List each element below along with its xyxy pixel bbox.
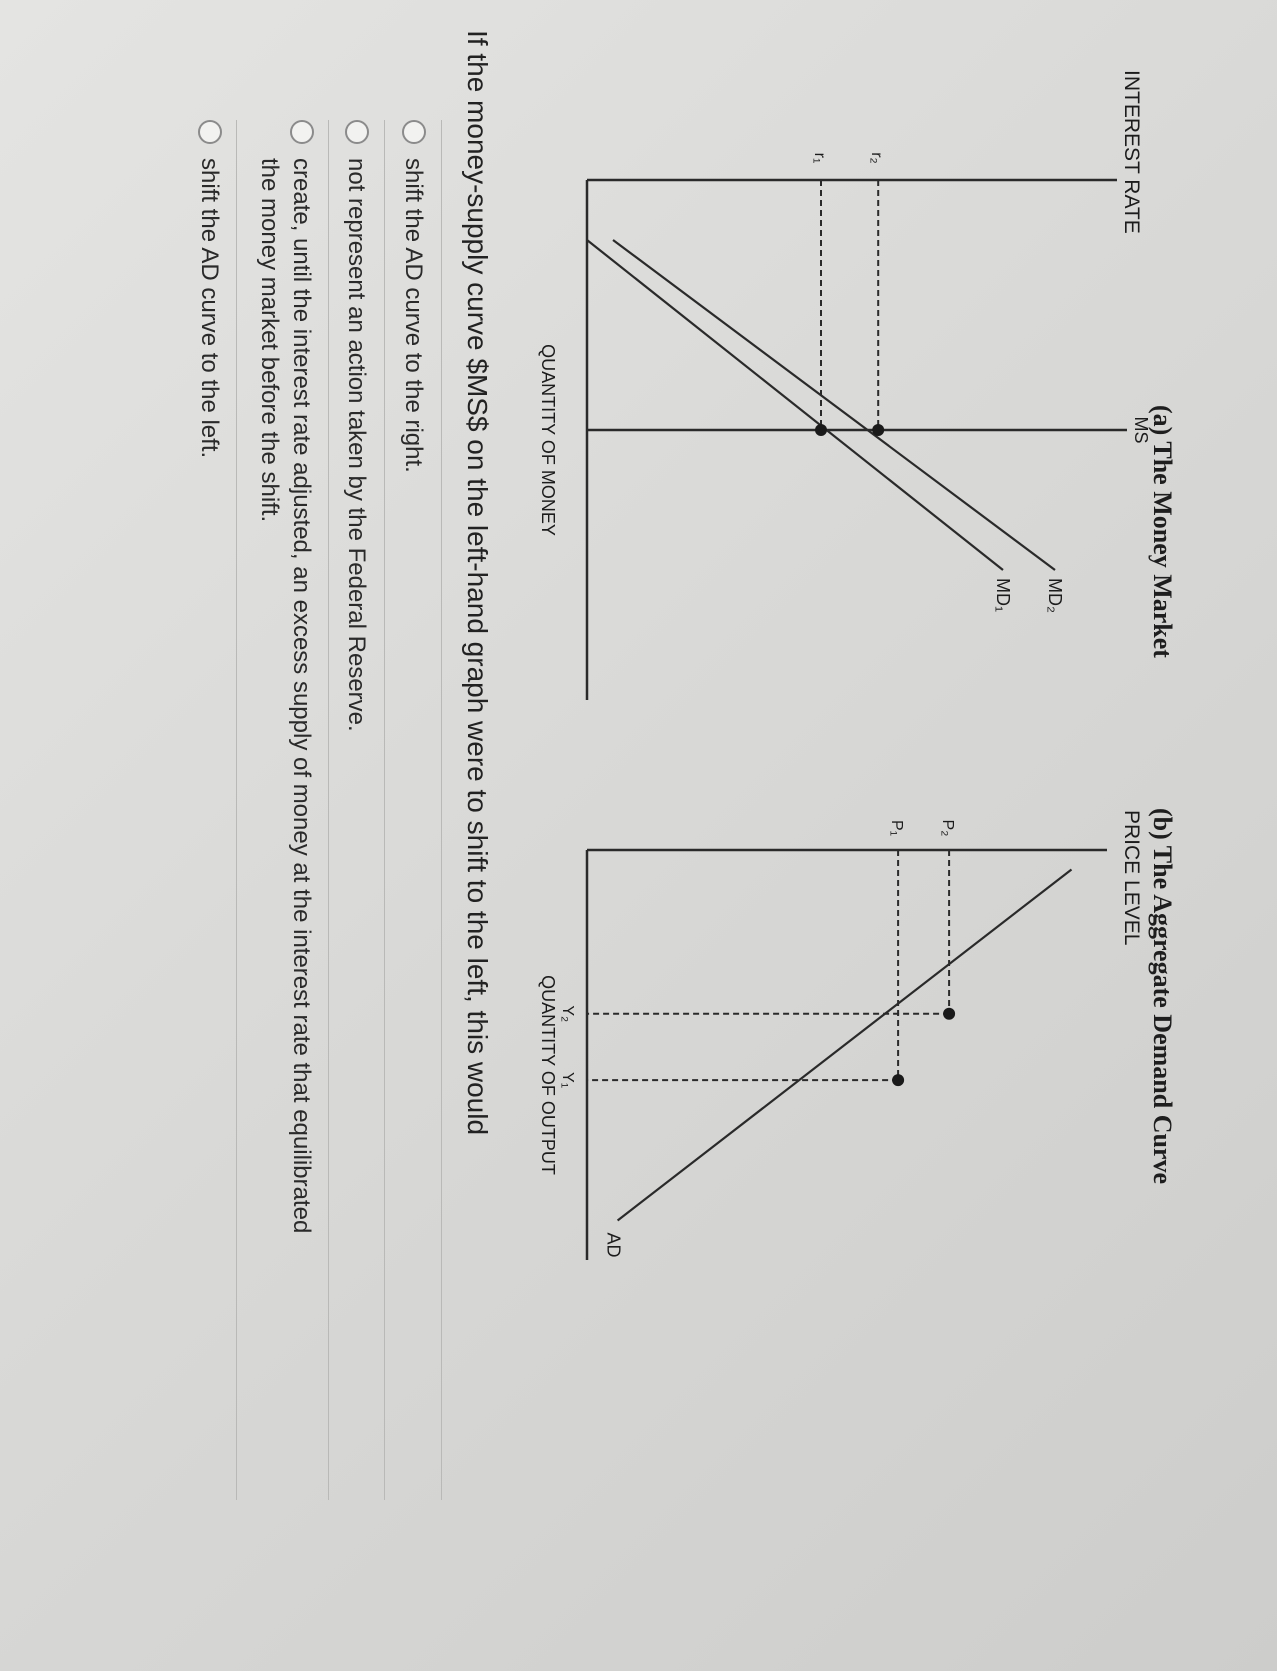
option-2-label: not represent an action taken by the Federal Reserve. (343, 158, 370, 732)
y-axis-label: INTEREST RATE (1120, 70, 1143, 234)
equilibrium-point-1 (943, 1008, 955, 1020)
divider (441, 120, 442, 1500)
aggregate-demand-chart (497, 780, 1147, 1500)
x-tick-1: Y₂ (559, 1005, 576, 1023)
x-axis-label: QUANTITY OF OUTPUT (538, 975, 558, 1175)
option-1[interactable] (397, 120, 429, 1500)
equilibrium-point-1 (872, 424, 884, 436)
y-axis-label: PRICE LEVEL (1120, 810, 1143, 946)
question-text: If the money-supply curve $MS$ on the left-hand graph were to shift to the left, this would (462, 30, 493, 1136)
y-tick-1: r₂ (868, 152, 886, 164)
radio-option-2[interactable] (345, 120, 369, 144)
y-tick-2: P₁ (888, 819, 906, 837)
option-3-label-line1: create, until the interest rate adjusted, an excess supply of money at the interest rate that equilibrated (288, 158, 315, 1234)
md1-curve (587, 240, 1003, 570)
money-market-title: (a) The Money Market (1148, 405, 1177, 658)
option-4-label: shift the AD curve to the left. (196, 158, 223, 459)
option-2[interactable] (340, 120, 372, 1500)
x-tick-2: Y₁ (559, 1072, 576, 1089)
y-tick-1: P₂ (939, 819, 957, 837)
radio-option-4[interactable] (198, 120, 222, 144)
equilibrium-point-2 (892, 1074, 904, 1086)
x-axis-label: QUANTITY OF MONEY (538, 344, 558, 536)
divider (236, 120, 237, 1500)
option-3-label-line2: the money market before the shift. (256, 158, 283, 523)
divider (384, 120, 385, 1500)
ad-label: AD (603, 1232, 624, 1258)
md2-curve (613, 240, 1055, 570)
divider (328, 120, 329, 1500)
y-tick-2: r₁ (811, 152, 828, 164)
option-1-label: shift the AD curve to the right. (400, 158, 427, 473)
option-3-text (253, 158, 317, 1233)
money-market-chart (497, 10, 1151, 770)
radio-option-1[interactable] (402, 120, 426, 144)
ad-curve (618, 870, 1072, 1221)
option-3[interactable] (253, 120, 317, 1500)
md2-label: MD₂ (1045, 578, 1065, 613)
ad-curve-title: (b) The Aggregate Demand Curve (1148, 808, 1177, 1185)
ms-label: MS (1131, 416, 1151, 444)
option-4[interactable] (193, 120, 225, 1500)
md1-label: MD₁ (993, 578, 1013, 613)
radio-option-3[interactable] (290, 120, 314, 144)
equilibrium-point-2 (815, 424, 827, 436)
